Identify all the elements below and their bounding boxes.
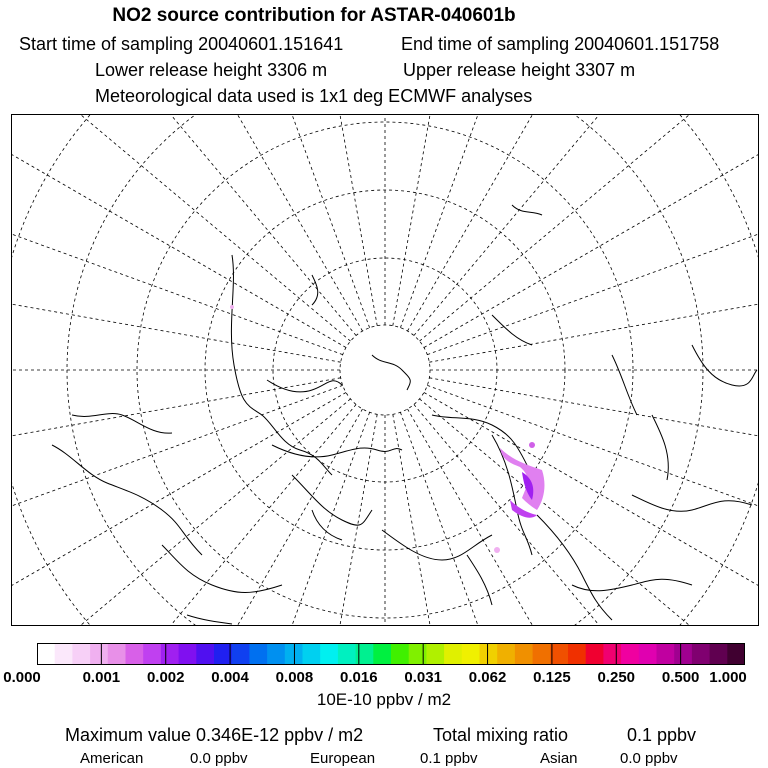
colorbar-cell <box>444 643 462 665</box>
plume-contributions <box>230 305 544 553</box>
colorbar-cell <box>515 643 533 665</box>
colorbar-tick-label: 0.031 <box>404 669 442 686</box>
upper-height-text: Upper release height 3307 m <box>403 60 636 80</box>
meridian-line <box>12 115 351 341</box>
meridian-line <box>77 115 369 328</box>
polar-map <box>11 114 759 626</box>
lower-height-text: Lower release height 3306 m <box>95 60 328 80</box>
colorbar-cell <box>285 643 303 665</box>
asian-value: 0.0 ppbv <box>620 750 678 767</box>
colorbar-cell <box>480 643 498 665</box>
meridian-line <box>408 115 759 331</box>
colorbar-cell <box>232 643 250 665</box>
total-mixing-label: Total mixing ratio <box>433 725 569 745</box>
colorbar-cell <box>586 643 604 665</box>
colorbar-cells <box>37 643 745 665</box>
colorbar-cell <box>497 643 515 665</box>
meridian-line <box>12 115 343 355</box>
meridian-line <box>12 399 351 625</box>
met-data-text: Meteorological data used is 1x1 deg ECMWF analyses <box>95 86 533 106</box>
meridian-line <box>12 385 343 625</box>
colorbar-cell <box>179 643 197 665</box>
meridian-line <box>400 412 692 625</box>
colorbar-tick-label: 0.062 <box>468 669 507 686</box>
colorbar-cell <box>692 643 710 665</box>
meridian-line <box>229 115 378 326</box>
european-value: 0.1 ppbv <box>420 750 478 767</box>
graticule <box>12 115 758 625</box>
latitude-circle <box>340 325 430 415</box>
colorbar-cell <box>657 643 675 665</box>
colorbar-cell <box>621 643 639 665</box>
colorbar-cell <box>37 643 55 665</box>
colorbar-cell <box>303 643 321 665</box>
colorbar-cell <box>462 643 480 665</box>
colorbar-cell <box>196 643 214 665</box>
colorbar-cell <box>533 643 551 665</box>
colorbar-tick-label: 0.004 <box>211 669 249 686</box>
end-time-text: End time of sampling 20040601.151758 <box>401 34 720 54</box>
colorbar-cell <box>338 643 356 665</box>
map-title: NO2 source contribution for ASTAR-040601b <box>112 5 516 26</box>
colorbar-cell <box>391 643 409 665</box>
colorbar-cell <box>72 643 90 665</box>
colorbar-cell <box>409 643 427 665</box>
colorbar-tick-label: 0.001 <box>82 669 121 686</box>
colorbar-cell <box>126 643 144 665</box>
colorbar-cell <box>214 643 232 665</box>
meridian-line <box>12 409 363 625</box>
colorbar-tick-label: 0.002 <box>146 669 185 686</box>
colorbar-tick-label: 0.016 <box>340 669 378 686</box>
american-label: American <box>80 750 144 767</box>
colorbar-units: 10E-10 ppbv / m2 <box>316 690 452 709</box>
colorbar-cell <box>320 643 338 665</box>
map-canvas <box>12 115 758 625</box>
colorbar-tick-label: 0.008 <box>275 669 314 686</box>
total-mixing-value: 0.1 ppbv <box>627 725 697 745</box>
colorbar-cell <box>90 643 108 665</box>
colorbar-cell <box>550 643 568 665</box>
colorbar-tick-label: 0.250 <box>597 669 636 686</box>
colorbar-tick-label: 0.500 <box>661 669 700 686</box>
meridian-line <box>77 412 369 625</box>
colorbar-cell <box>55 643 73 665</box>
colorbar-tick-label: 0.125 <box>533 669 571 686</box>
colorbar-cell <box>710 643 728 665</box>
start-time-text: Start time of sampling 20040601.151641 <box>19 34 344 54</box>
colorbar-cell <box>143 643 161 665</box>
colorbar-cell <box>373 643 391 665</box>
european-label: European <box>310 750 376 767</box>
meridian-line <box>429 378 758 527</box>
colorbar-cell <box>108 643 126 665</box>
latitude-circle <box>273 258 497 482</box>
colorbar-tick-label: 1.000 <box>709 669 747 686</box>
colorbar-tick-label: 0.000 <box>3 669 41 686</box>
colorbar-cell <box>161 643 179 665</box>
meridian-line <box>12 115 363 331</box>
colorbar-cell <box>249 643 267 665</box>
max-value-text: Maximum value 0.346E-12 ppbv / m2 <box>65 725 364 745</box>
colorbar-cell <box>426 643 444 665</box>
colorbar-cell <box>568 643 586 665</box>
colorbar-cell <box>727 643 745 665</box>
meridian-line <box>229 414 378 625</box>
meridian-line <box>427 115 758 355</box>
american-value: 0.0 ppbv <box>190 750 248 767</box>
colorbar-cell <box>267 643 285 665</box>
asian-label: Asian <box>540 750 578 767</box>
colorbar-cell <box>639 643 657 665</box>
colorbar-cell <box>603 643 621 665</box>
colorbar <box>37 643 745 665</box>
meridian-line <box>400 115 692 328</box>
colorbar-cell <box>674 643 692 665</box>
coastlines <box>52 205 757 624</box>
